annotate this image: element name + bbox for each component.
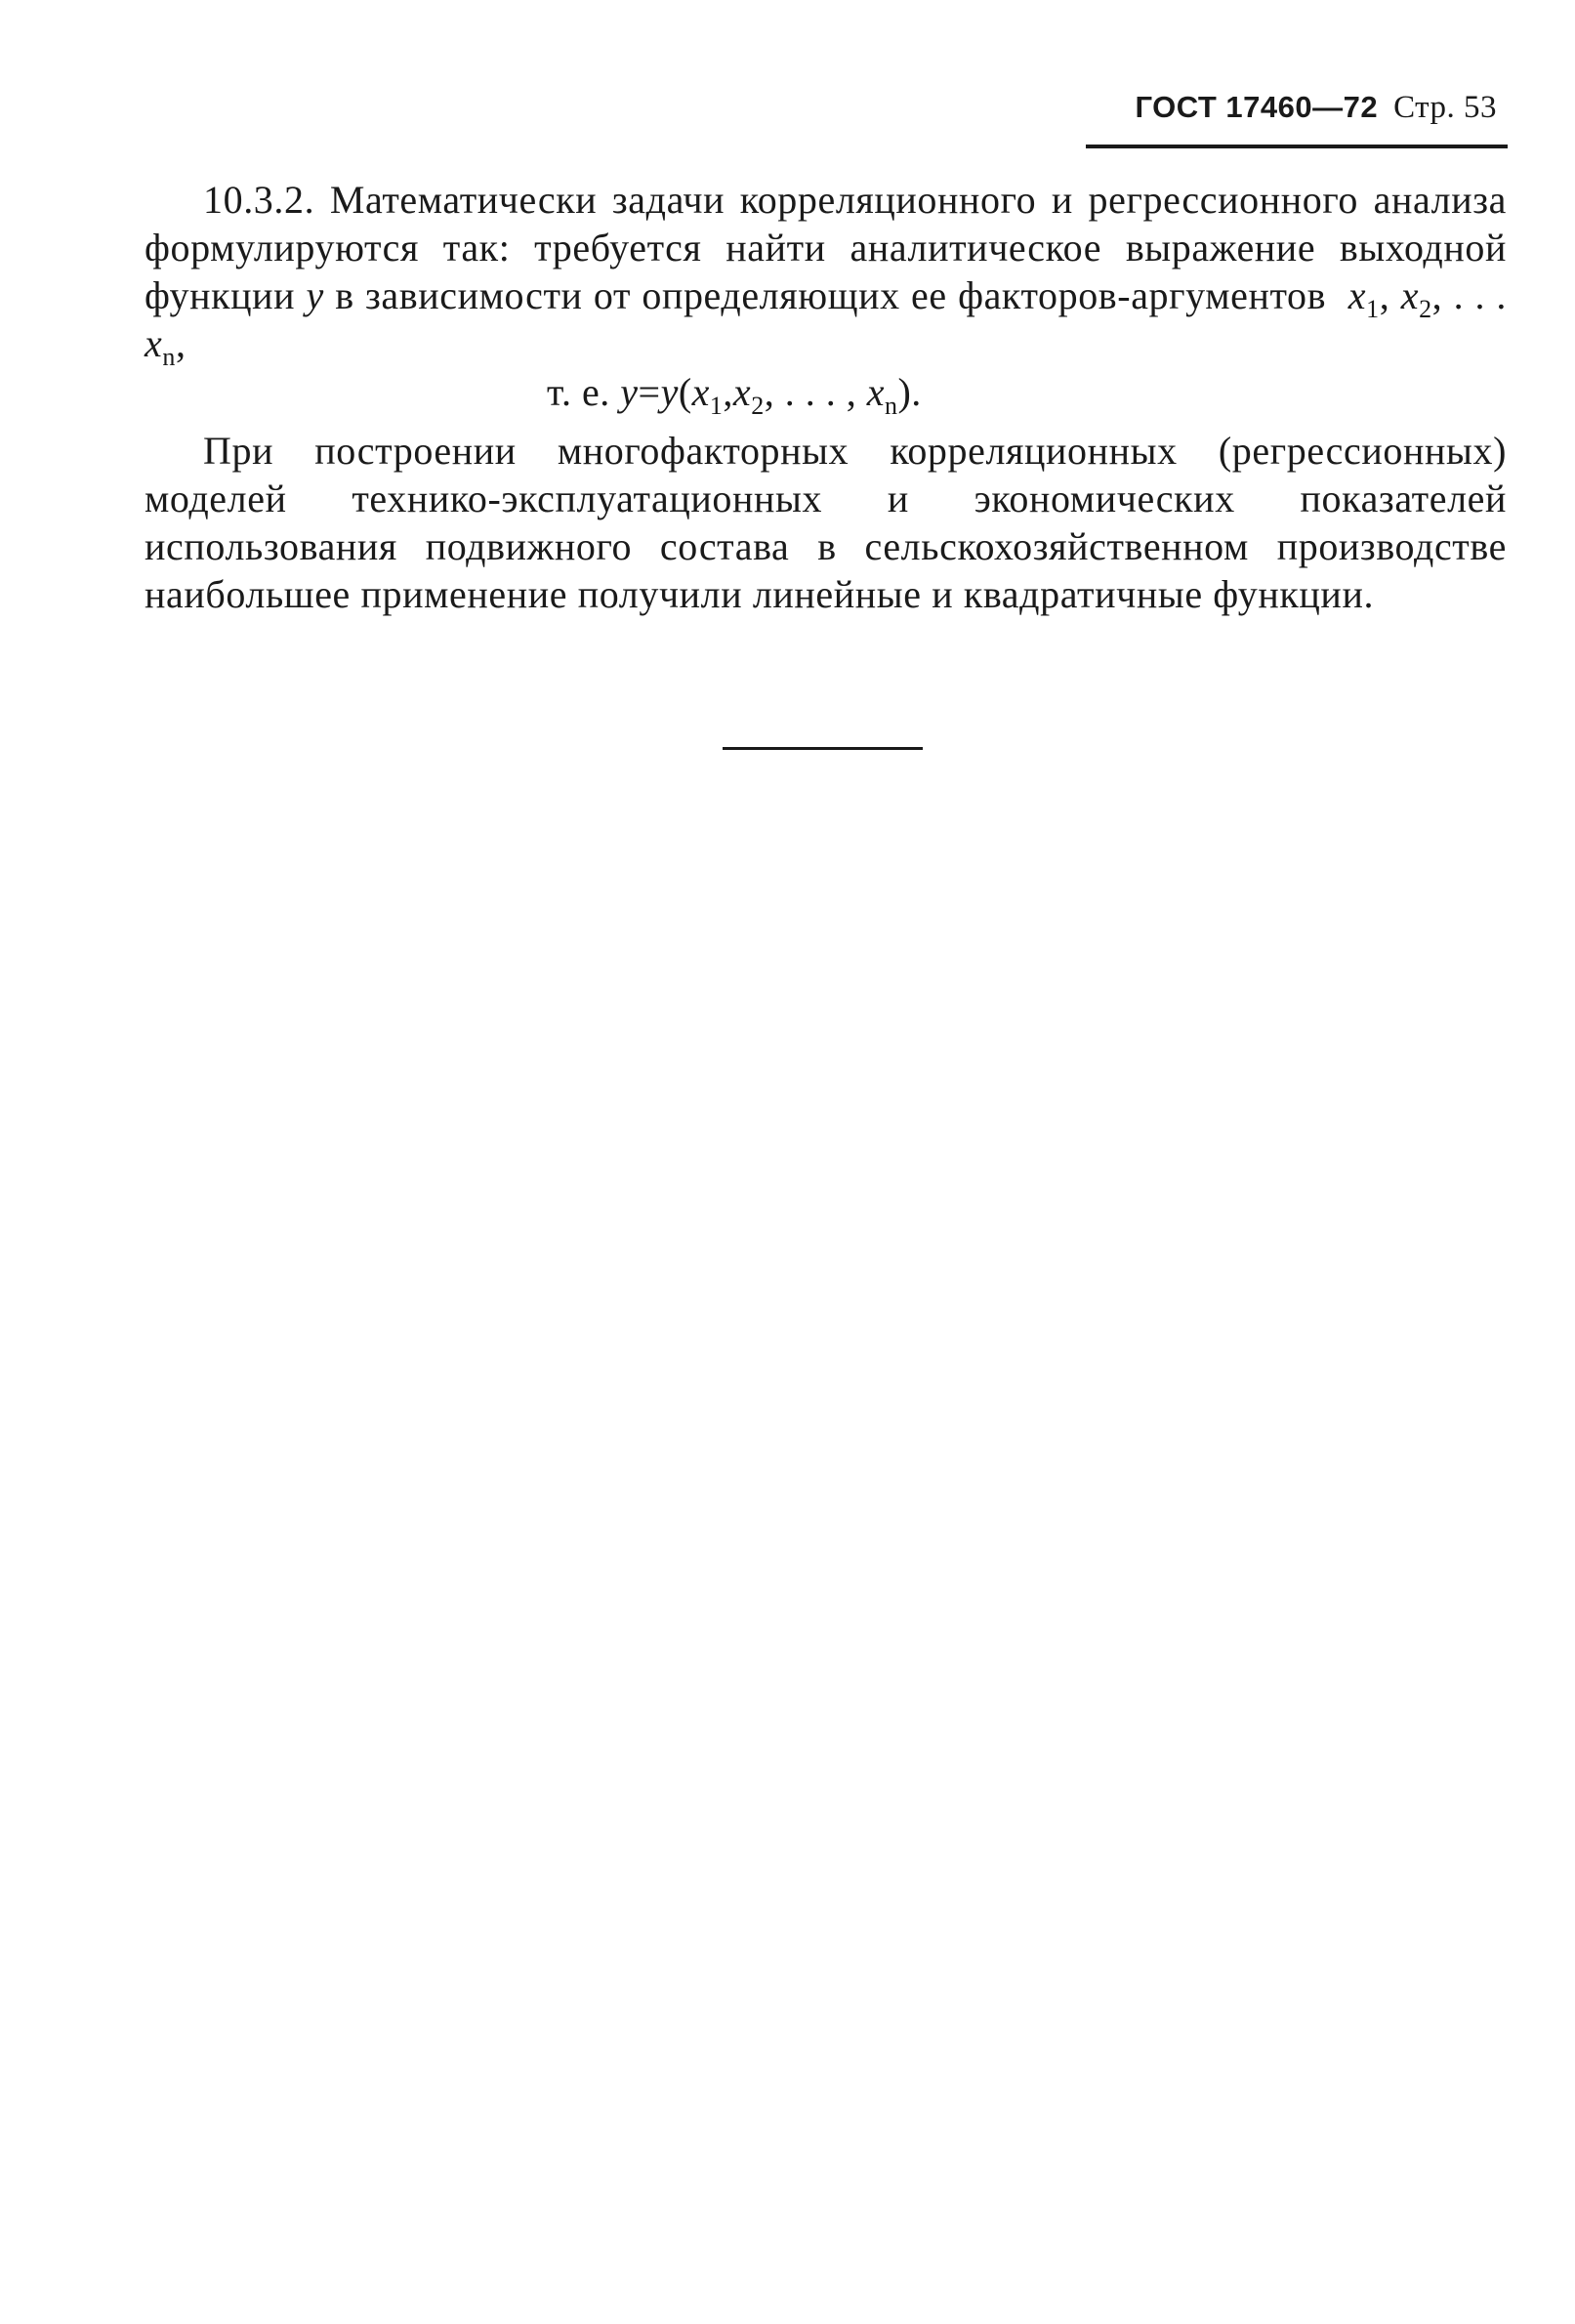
standard-number: ГОСТ 17460—72 xyxy=(1135,90,1379,124)
formula-func: y xyxy=(660,370,679,414)
formula-sub-n: n xyxy=(884,392,898,420)
formula-prefix: т. е. xyxy=(547,370,610,414)
formula-lhs: y xyxy=(620,370,639,414)
paragraph-1-lead: 10.3.2. Математически задачи корреляционного и регрессионного анализа формулируются так: требуется найти аналитическое выражение выходной функции xyxy=(145,178,1507,317)
header-rule xyxy=(1086,145,1508,148)
subscript-2: 2 xyxy=(1419,295,1432,323)
ellipsis: , . . . xyxy=(1431,273,1508,317)
formula-equals: = xyxy=(638,370,661,414)
paragraph-1-middle: в зависимости от определяющих ее факторов-аргументов xyxy=(335,273,1327,317)
paragraph-10-3-2 xyxy=(145,176,1508,371)
section-end-rule xyxy=(723,747,923,750)
formula-close: ). xyxy=(897,370,922,414)
variable-x1: x xyxy=(1347,273,1367,317)
formula-open-paren: ( xyxy=(678,370,692,414)
formula-sub-1: 1 xyxy=(709,392,724,420)
comma: , xyxy=(1379,273,1390,317)
page-number: Стр. 53 xyxy=(1393,90,1497,125)
variable-x2: x xyxy=(1400,273,1420,317)
variable-xn: x xyxy=(145,321,163,365)
subscript-1: 1 xyxy=(1366,295,1380,323)
running-header xyxy=(1135,90,1497,126)
formula-x2: x xyxy=(732,370,752,414)
formula-sub-2: 2 xyxy=(751,392,765,420)
formula-x1: x xyxy=(691,370,710,414)
variable-y: y xyxy=(306,273,324,317)
comma: , xyxy=(175,321,187,365)
formula-sep: , xyxy=(723,370,733,414)
formula-xn: x xyxy=(866,370,885,414)
subscript-n: n xyxy=(162,343,176,371)
formula-line xyxy=(547,368,922,420)
formula-dots: , . . . , xyxy=(764,370,857,414)
paragraph-models xyxy=(145,427,1507,618)
paragraph-2-text: При построении многофакторных корреляционных (регрессионных) моделей технико-эксплуатационных и экономических показателей использования подвижного состава в сельскохозяйственном производстве наибольшее применение получили линейные и квадратичные функции. xyxy=(145,429,1507,616)
